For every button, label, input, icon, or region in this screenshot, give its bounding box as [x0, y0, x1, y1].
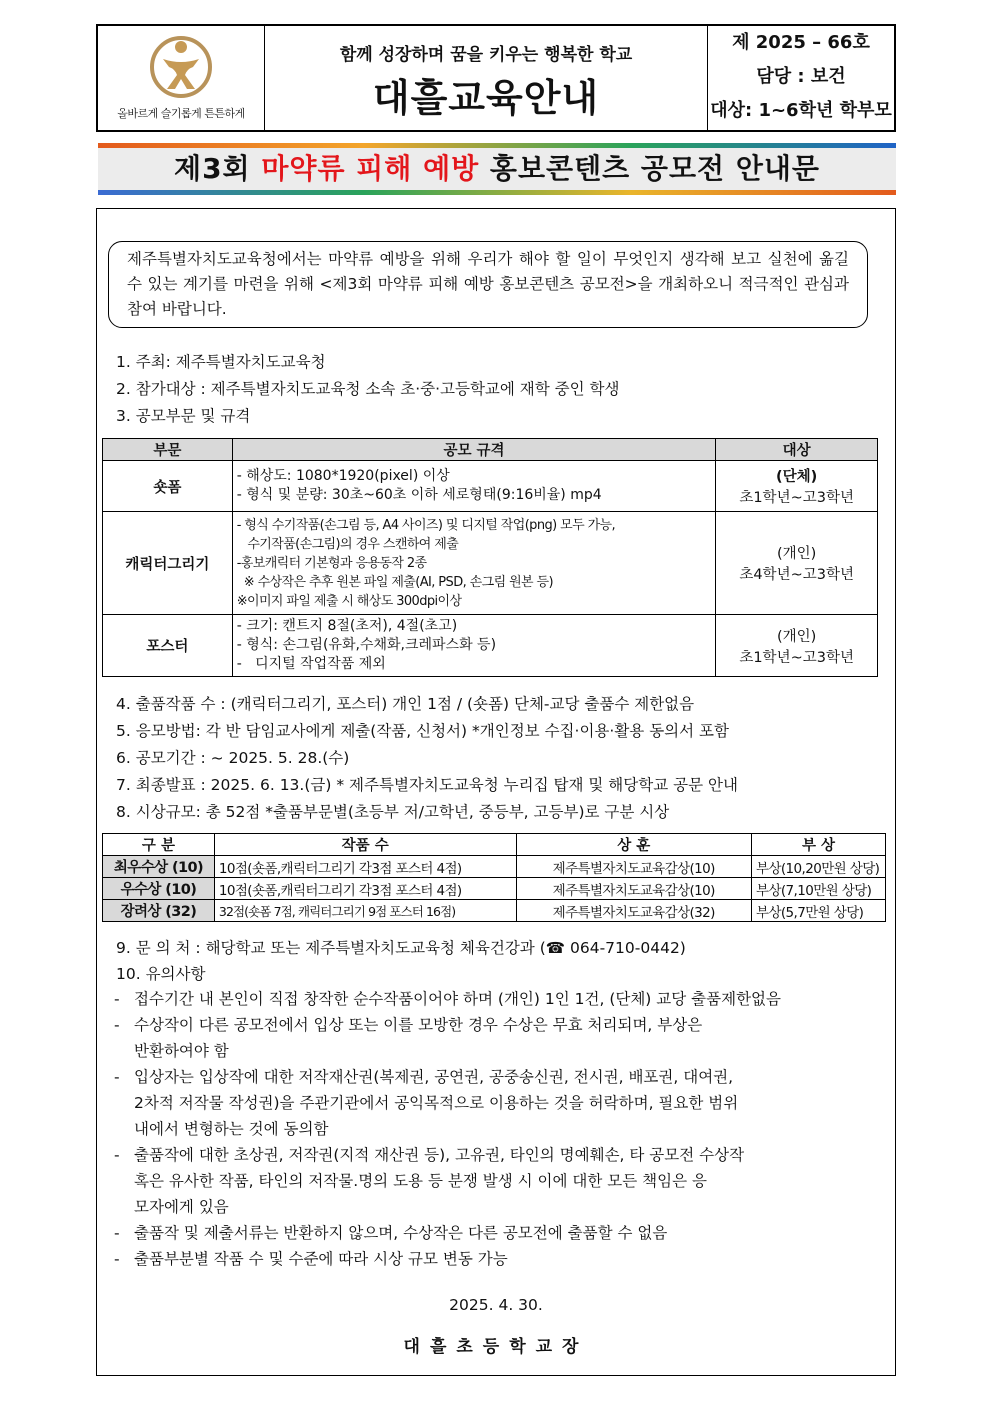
- title-highlight: 마약류 피해 예방: [261, 152, 480, 185]
- spec-target: [716, 615, 878, 677]
- award-honor: 제주특별자치도교육감상(32): [516, 900, 752, 922]
- target-type: (개인): [776, 628, 817, 645]
- spec-line: - 형식 수기작품(손그림 등, A4 사이즈) 및 디지털 작업(png) 모두 가능,: [236, 517, 616, 533]
- spec-line: ※이미지 파일 제출 시 해상도 300dpi이상: [236, 593, 462, 609]
- award-table-header: [103, 834, 886, 856]
- target-type: (단체): [776, 469, 818, 485]
- note-line: 접수기간 내 본인이 직접 창작한 순수작품이어야 하며 (개인) 1인 1건, (단체) 교당 출품제한없음: [134, 990, 781, 1008]
- spec-row-shortform: [103, 461, 878, 512]
- item-method: 5. 응모방법: 각 반 담임교사에게 제출(작품, 신청서) *개인정보 수집·이용·활용 동의서 포함: [116, 722, 729, 740]
- contact-text: 9. 문 의 처 : 해당학교 또는 제주특별자치도교육청 체육건강과 (: [116, 939, 546, 957]
- newsletter-header: [96, 24, 896, 132]
- spec-line: - 크기: 캔트지 8절(초저), 4절(초고): [236, 618, 458, 634]
- spec-line: - 형식: 손그림(유화,수채화,크레파스화 등): [236, 637, 497, 653]
- note-line: 수상작이 다른 공모전에서 입상 또는 이를 모방한 경우 수상은 무효 처리되며, 부상은: [134, 1016, 703, 1034]
- item-awards: 8. 시상규모: 총 52점 *출품부문별(초등부 저/고학년, 중등부, 고등부)로 구분 시상: [116, 803, 670, 821]
- contact-phone: 064-710-0442): [565, 939, 686, 957]
- note-line: 내에서 변형하는 것에 동의함: [134, 1120, 329, 1138]
- spec-line: ※ 수상작은 추후 원본 파일 제출(AI, PSD, 손그림 원본 등): [236, 574, 553, 590]
- spec-line: 수기작품(손그림)의 경우 스캔하여 제출: [236, 536, 459, 552]
- award-header-count: 작품 수: [214, 834, 516, 856]
- award-count: 10점(숏폼,캐릭터그리기 각3점 포스터 4점): [214, 856, 516, 878]
- award-count: 32점(숏폼 7점, 캐릭터그리기 9점 포스터 16점): [214, 900, 516, 922]
- note-item: - 수상작이 다른 공모전에서 입상 또는 이를 모방한 경우 수상은 무효 처리되며, 부상은 반환하여야 함: [114, 1012, 886, 1064]
- award-prize: 부상(5,7만원 상당): [752, 900, 886, 922]
- audience: 대상: 1~6학년 학부모: [710, 100, 892, 121]
- award-prize: 부상(10,20만원 상당): [752, 856, 886, 878]
- document-title: [98, 148, 896, 190]
- spec-category: 포스터: [103, 615, 233, 677]
- note-item: - 출품작에 대한 초상권, 저작권(지적 재산권 등), 고유권, 타인의 명예훼손, 타 공모전 수상작 혹은 유사한 작품, 타인의 저작물.명의 도용 등 분쟁 발생 시 이에 대한 모든 책임은 응 모자에게 있음: [114, 1142, 886, 1220]
- note-item: - 접수기간 내 본인이 직접 창작한 순수작품이어야 하며 (개인) 1인 1건, (단체) 교당 출품제한없음: [114, 990, 781, 1008]
- note-line: 출품부분별 작품 수 및 수준에 따라 시상 규모 변동 가능: [134, 1250, 508, 1268]
- spec-row-character: [103, 512, 878, 615]
- spec-table-header: [103, 439, 878, 461]
- item-entries: 4. 출품작품 수 : (캐릭터그리기, 포스터) 개인 1점 / (숏폼) 단체-교당 출품수 제한없음: [116, 695, 695, 713]
- spec-target: [716, 512, 878, 615]
- spec-category: 캐릭터그리기: [103, 512, 233, 615]
- spec-category: 숏폼: [103, 461, 233, 512]
- item-contact: [116, 936, 686, 958]
- item-categories: 3. 공모부문 및 규격: [116, 407, 251, 425]
- spec-details: [232, 615, 716, 677]
- award-rank: 최우수상 (10): [103, 856, 215, 878]
- award-table: [102, 833, 886, 922]
- award-row: [103, 900, 886, 922]
- spec-line: -홍보캐릭터 기본형과 응용동작 2종: [236, 555, 427, 571]
- newsletter-title: 대흘교육안내: [372, 76, 600, 120]
- award-header-rank: 구 분: [103, 834, 215, 856]
- award-honor: 제주특별자치도교육감상(10): [516, 856, 752, 878]
- issue-number: 제 2025 – 66호: [732, 32, 870, 53]
- award-header-prize: 부 상: [752, 834, 886, 856]
- item-host: 1. 주최: 제주특별자치도교육청: [116, 353, 326, 371]
- document-title-bar: [98, 143, 896, 195]
- notes-list: [114, 986, 886, 1272]
- item-participants: 2. 참가대상 : 제주특별자치도교육청 소속 초·중·고등학교에 재학 중인 학생: [116, 380, 620, 398]
- header-info-cell: [708, 26, 894, 130]
- spec-line: - 해상도: 1080*1920(pixel) 이상: [236, 468, 450, 484]
- intro-box: 제주특별자치도교육청에서는 마약류 예방을 위해 우리가 해야 할 일이 무엇인지 생각해 보고 실천에 옮길 수 있는 계기를 마련을 위해 <제3회 마약류 피해 예방 홍보콘텐츠 공모전>을 개최하오니 적극적인 관심과 참여 바랍니다.: [108, 241, 868, 328]
- note-item: - 입상자는 입상작에 대한 저작재산권(복제권, 공연권, 공중송신권, 전시권, 배포권, 대여권, 2차적 저작물 작성권)을 주관기관에서 공익목적으로 이용하는 것을 허락하며, 필요한 범위 내에서 변형하는 것에 동의함: [114, 1064, 886, 1142]
- title-suffix: 홍보콘텐츠 공모전 안내문: [479, 152, 820, 185]
- note-line: 반환하여야 함: [134, 1042, 229, 1060]
- spec-header-spec: 공모 규격: [232, 439, 716, 461]
- target-grades: 초1학년~고3학년: [739, 649, 854, 666]
- title-bottom-stripe: [98, 190, 896, 195]
- note-line: 모자에게 있음: [134, 1198, 229, 1216]
- award-header-honor: 상 훈: [516, 834, 752, 856]
- spec-target: [716, 461, 878, 512]
- spec-row-poster: [103, 615, 878, 677]
- award-rank: 장려상 (32): [103, 900, 215, 922]
- note-item: - 출품부분별 작품 수 및 수준에 따라 시상 규모 변동 가능: [114, 1250, 508, 1268]
- school-logo-cell: [98, 26, 265, 130]
- spec-line: - 형식 및 분량: 30초~60초 이하 세로형태(9:16비율) mp4: [236, 487, 602, 503]
- note-line: 출품작 및 제출서류는 반환하지 않으며, 수상작은 다른 공모전에 출품할 수 없음: [134, 1224, 668, 1242]
- note-line: 출품작에 대한 초상권, 저작권(지적 재산권 등), 고유권, 타인의 명예훼손, 타 공모전 수상작: [134, 1146, 745, 1164]
- item-notes-heading: 10. 유의사항: [116, 965, 206, 983]
- note-line: 입상자는 입상작에 대한 저작재산권(복제권, 공연권, 공중송신권, 전시권, 배포권, 대여권,: [134, 1068, 734, 1086]
- target-grades: 초1학년~고3학년: [739, 490, 854, 506]
- target-type: (개인): [776, 546, 817, 562]
- spec-details: [232, 461, 716, 512]
- spec-table: [102, 438, 878, 677]
- target-grades: 초4학년~고3학년: [739, 567, 854, 583]
- award-count: 10점(숏폼,캐릭터그리기 각3점 포스터 4점): [214, 878, 516, 900]
- header-title-cell: [265, 26, 708, 130]
- award-row: [103, 856, 886, 878]
- spec-header-target: 대상: [716, 439, 878, 461]
- award-row: [103, 878, 886, 900]
- school-emblem-icon: [149, 35, 213, 99]
- school-slogan: 함께 성장하며 꿈을 키우는 행복한 학교: [339, 45, 633, 65]
- award-prize: 부상(7,10만원 상당): [752, 878, 886, 900]
- note-line: 2차적 저작물 작성권)을 주관기관에서 공익목적으로 이용하는 것을 허락하며, 필요한 범위: [134, 1094, 739, 1112]
- spec-header-category: 부문: [103, 439, 233, 461]
- issue-date: 2025. 4. 30.: [449, 1296, 543, 1314]
- title-prefix: 제3회: [174, 152, 262, 185]
- award-rank: 우수상 (10): [103, 878, 215, 900]
- in-charge: 담당 : 보건: [756, 66, 846, 87]
- spec-line: - 디지털 작업작품 제외: [236, 656, 386, 672]
- note-item: - 출품작 및 제출서류는 반환하지 않으며, 수상작은 다른 공모전에 출품할 수 없음: [114, 1224, 668, 1242]
- item-announcement: 7. 최종발표 : 2025. 6. 13.(금) * 제주특별자치도교육청 누리집 탑재 및 해당학교 공문 안내: [116, 776, 738, 794]
- spec-details: [232, 512, 716, 615]
- phone-icon: ☎: [545, 939, 566, 957]
- award-honor: 제주특별자치도교육감상(10): [516, 878, 752, 900]
- principal-signature: 대흘초등학교장: [403, 1337, 589, 1357]
- note-line: 혹은 유사한 작품, 타인의 저작물.명의 도용 등 분쟁 발생 시 이에 대한 모든 책임은 응: [134, 1172, 707, 1190]
- school-motto: 올바르게 슬기롭게 튼튼하게: [117, 107, 245, 120]
- item-period: 6. 공모기간 : ~ 2025. 5. 28.(수): [116, 749, 350, 767]
